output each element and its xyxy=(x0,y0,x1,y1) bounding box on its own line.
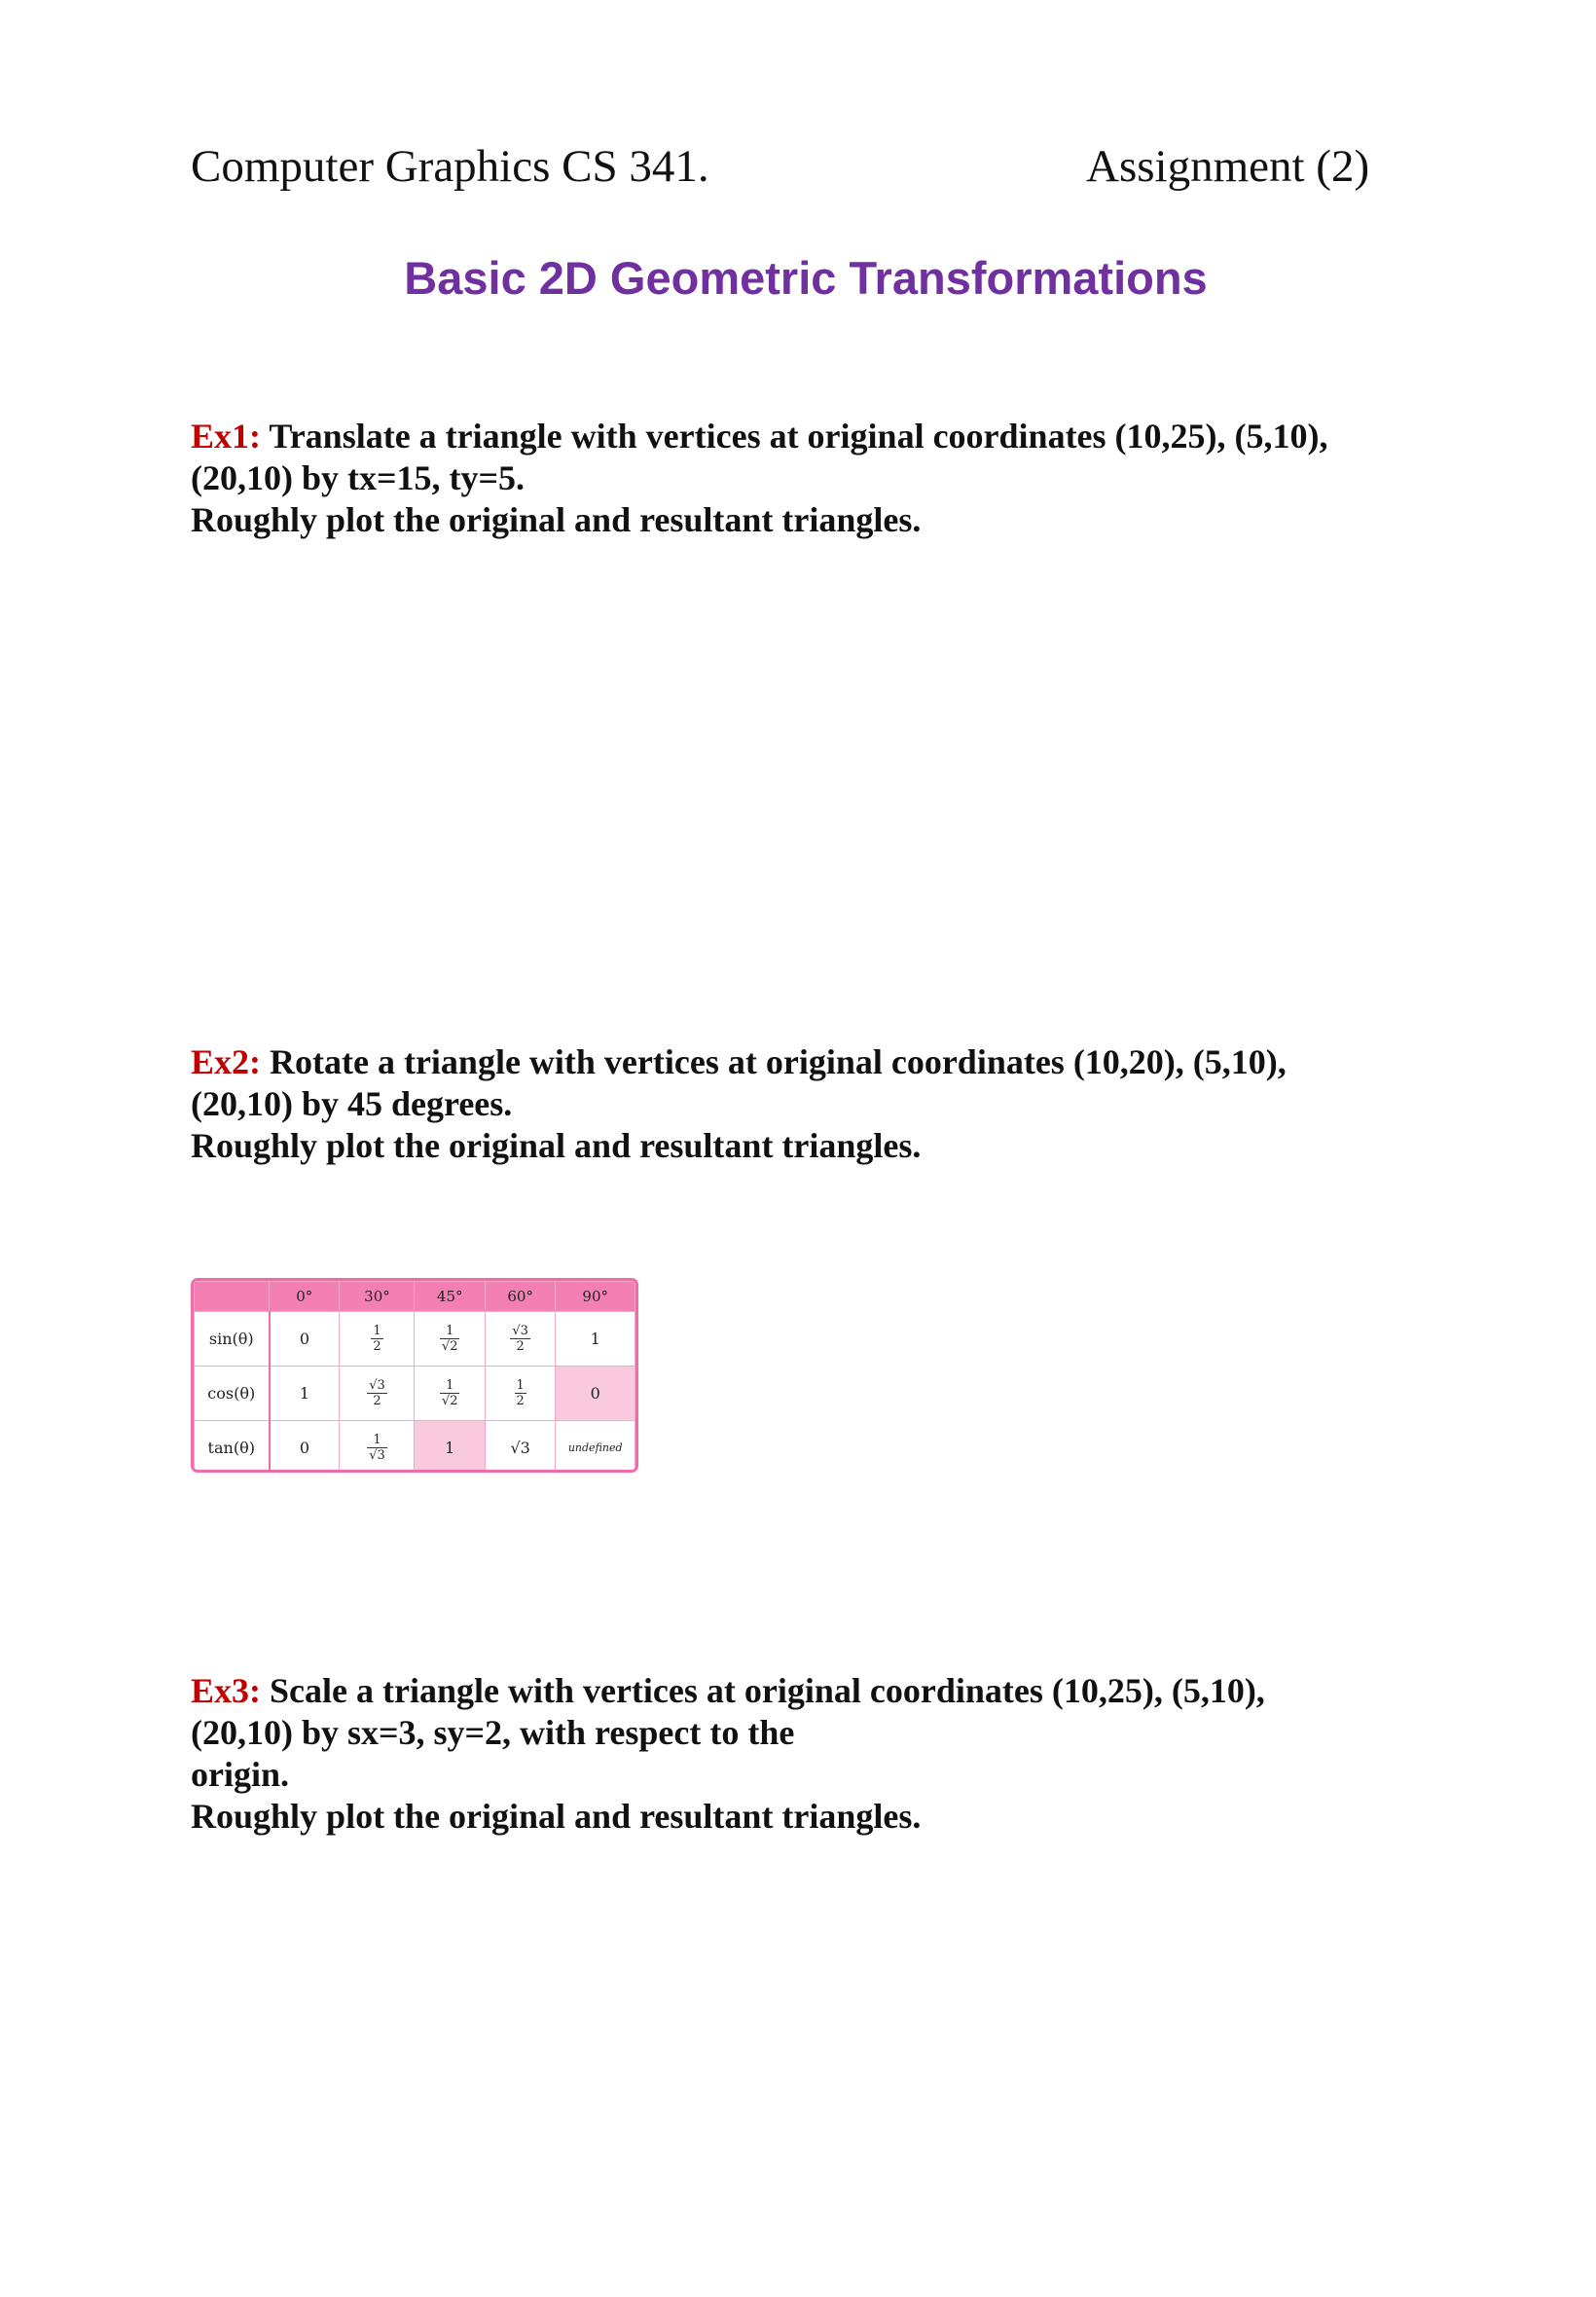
table-cell xyxy=(485,1312,555,1367)
exercise-instruction: Roughly plot the original and resultant triangles. xyxy=(191,500,922,539)
fraction-value: $\frac{1}{√3}$ xyxy=(369,1433,385,1463)
table-cell: 0 xyxy=(270,1421,340,1474)
exercise-label: Ex3: xyxy=(191,1671,261,1710)
exercise-text: origin. xyxy=(191,1755,290,1794)
exercise-3 xyxy=(191,1670,1436,1838)
exercise-label: Ex1: xyxy=(191,417,261,456)
fraction-value: $\frac{1}{√2}$ xyxy=(441,1378,458,1408)
angle-header: 45° xyxy=(415,1282,485,1312)
exercise-text: Scale a triangle with vertices at original coordinates (10,25), (5,10), xyxy=(270,1671,1265,1710)
course-title: Computer Graphics CS 341. xyxy=(191,141,709,192)
table-cell xyxy=(340,1312,415,1367)
trig-values-table xyxy=(191,1278,638,1473)
fraction-value: $\frac{√3}{2}$ xyxy=(512,1324,528,1354)
function-label: tan(θ) xyxy=(195,1421,270,1474)
table-corner-cell xyxy=(195,1282,270,1312)
exercise-text: Rotate a triangle with vertices at original coordinates (10,20), (5,10), xyxy=(270,1042,1287,1081)
page-title: Basic 2D Geometric Transformations xyxy=(404,252,1208,304)
table-cell: undefined xyxy=(556,1421,635,1474)
angle-header: 60° xyxy=(485,1282,555,1312)
angle-header: 90° xyxy=(556,1282,635,1312)
table-cell: 1 xyxy=(556,1312,635,1367)
function-label: cos(θ) xyxy=(195,1367,270,1421)
table-cell xyxy=(340,1367,415,1421)
fraction-value: $\frac{1}{2}$ xyxy=(373,1324,381,1354)
table-row xyxy=(195,1312,635,1367)
exercise-instruction: Roughly plot the original and resultant triangles. xyxy=(191,1797,922,1836)
exercise-text: (20,10) by sx=3, sy=2, with respect to the xyxy=(191,1713,795,1752)
exercise-1 xyxy=(191,416,1436,541)
table-cell: √3 xyxy=(485,1421,555,1474)
table-cell: 0 xyxy=(556,1367,635,1421)
exercise-instruction: Roughly plot the original and resultant triangles. xyxy=(191,1126,922,1165)
assignment-number: Assignment (2) xyxy=(1086,141,1370,192)
exercise-2 xyxy=(191,1041,1436,1167)
table-cell xyxy=(340,1421,415,1474)
exercise-text: (20,10) by tx=15, ty=5. xyxy=(191,458,526,497)
angle-header: 0° xyxy=(270,1282,340,1312)
exercise-label: Ex2: xyxy=(191,1042,261,1081)
angle-header: 30° xyxy=(340,1282,415,1312)
fraction-value: $\frac{√3}{2}$ xyxy=(369,1378,385,1408)
table-header-row xyxy=(195,1282,635,1312)
trig-table xyxy=(194,1281,635,1473)
table-row xyxy=(195,1421,635,1474)
table-cell xyxy=(415,1312,485,1367)
exercise-text: Translate a triangle with vertices at original coordinates (10,25), (5,10), xyxy=(269,417,1328,456)
function-label: sin(θ) xyxy=(195,1312,270,1367)
table-cell: 1 xyxy=(270,1367,340,1421)
exercise-text: (20,10) by 45 degrees. xyxy=(191,1084,513,1123)
table-cell xyxy=(485,1367,555,1421)
table-row xyxy=(195,1367,635,1421)
table-cell xyxy=(415,1367,485,1421)
table-cell: 1 xyxy=(415,1421,485,1474)
table-cell: 0 xyxy=(270,1312,340,1367)
fraction-value: $\frac{1}{2}$ xyxy=(516,1378,525,1408)
fraction-value: $\frac{1}{√2}$ xyxy=(441,1324,458,1354)
